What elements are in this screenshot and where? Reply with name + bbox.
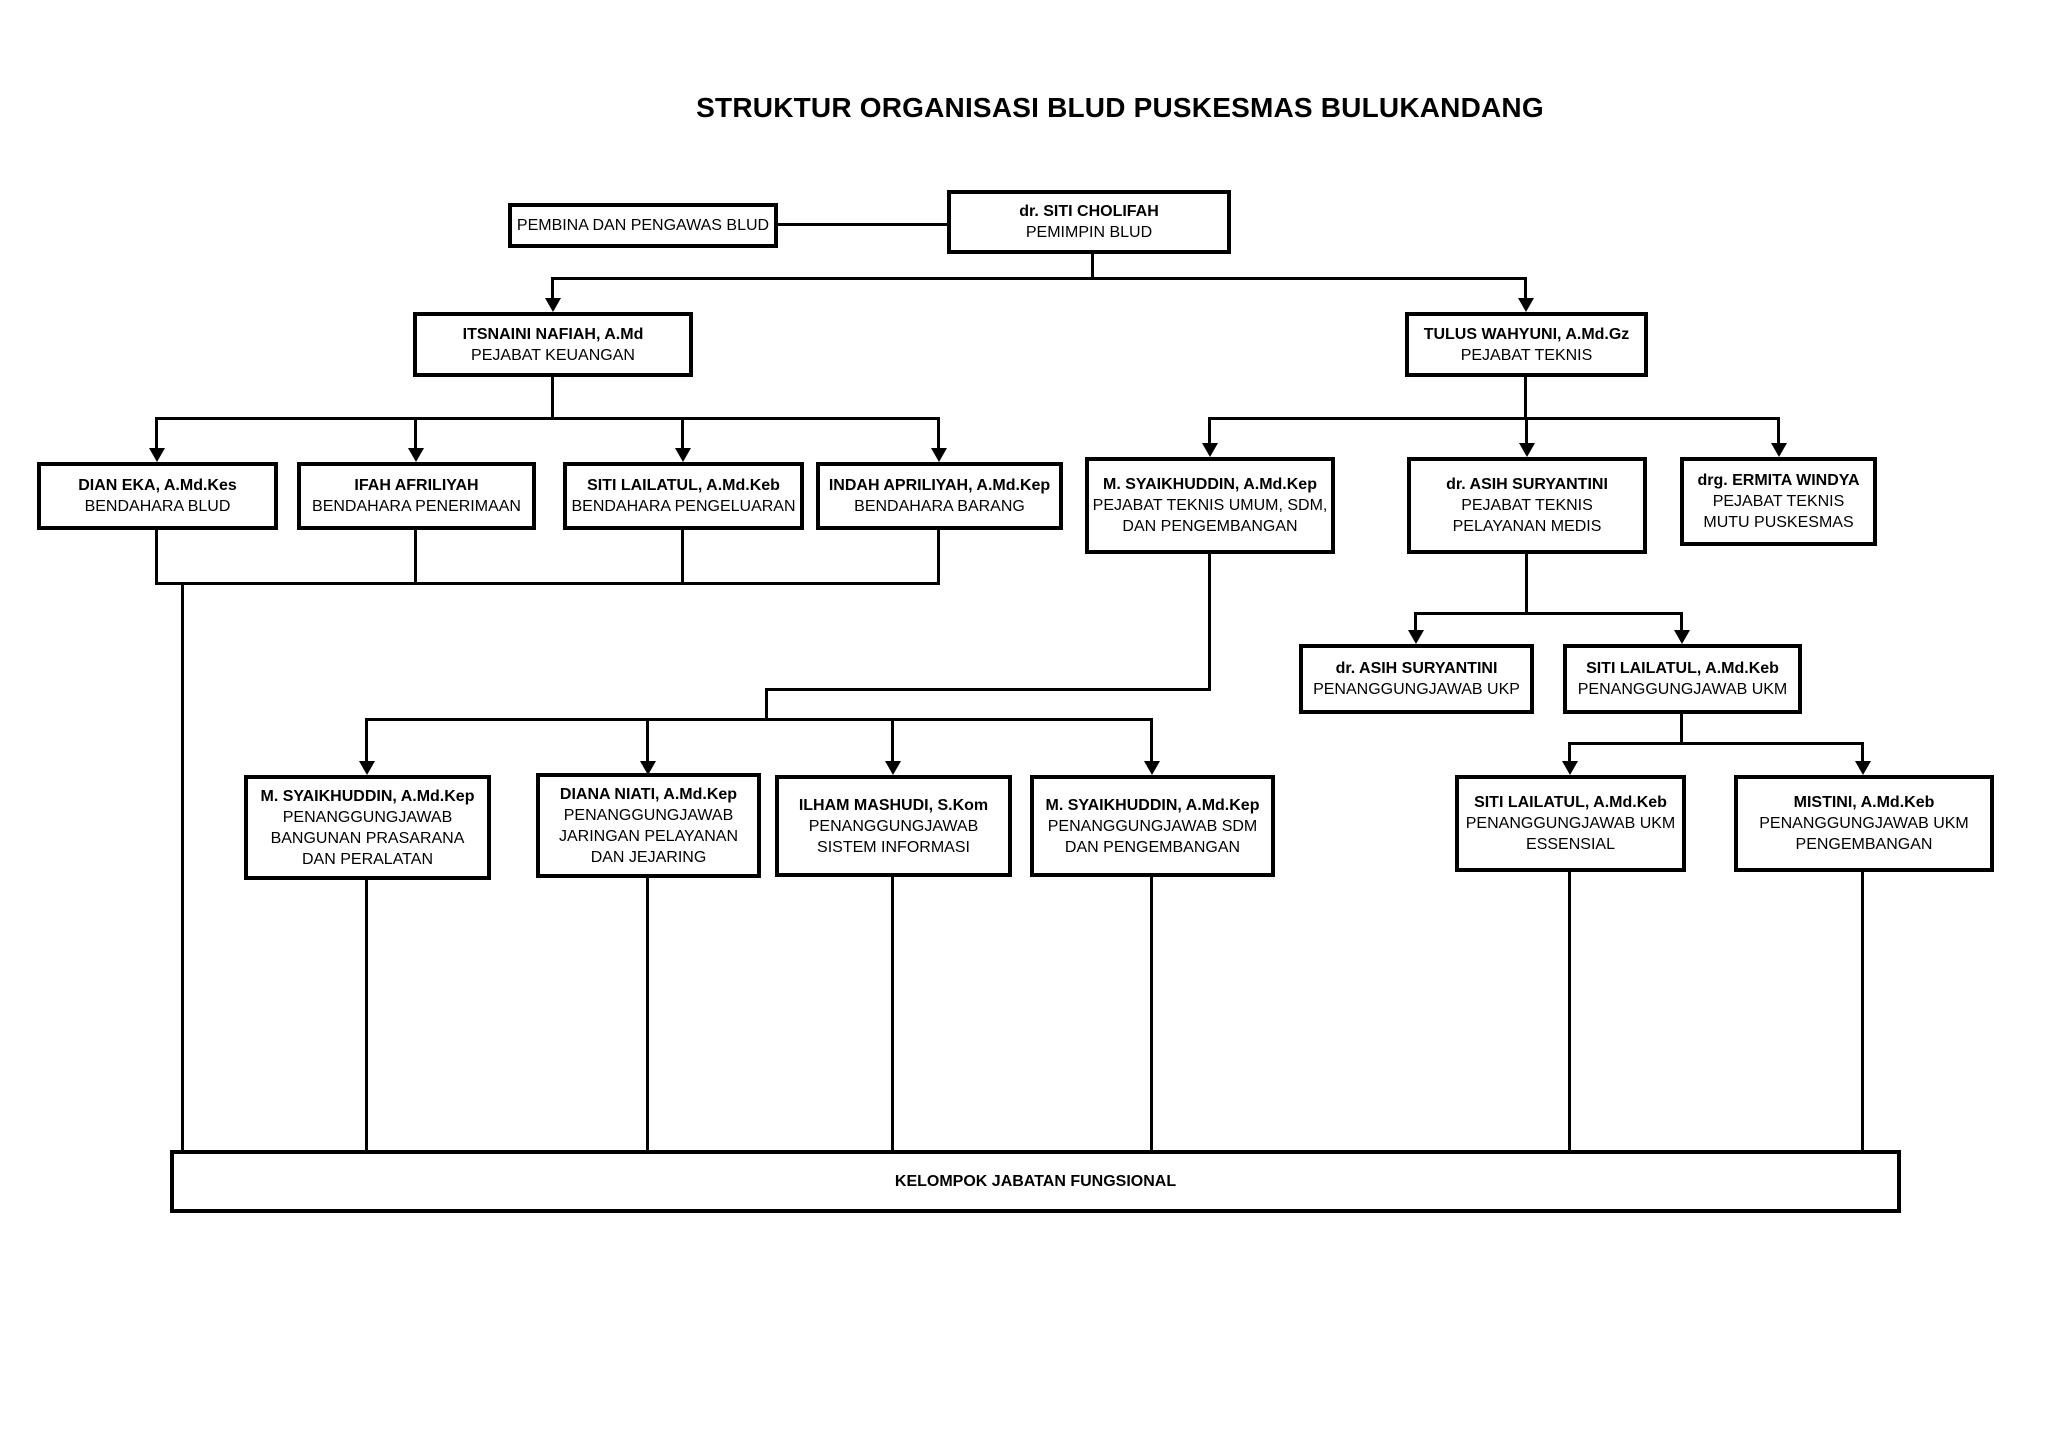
node-pejabat-teknis bbox=[1405, 312, 1648, 377]
connector-line bbox=[778, 223, 948, 226]
connector-line bbox=[1150, 718, 1153, 763]
node-role: PENANGGUNGJAWAB bbox=[282, 808, 453, 826]
connector-arrowhead bbox=[1771, 443, 1787, 457]
node-person-name: ILHAM MASHUDI, S.Kom bbox=[798, 796, 989, 814]
node-role: BENDAHARA BARANG bbox=[854, 498, 1025, 515]
connector-line bbox=[891, 718, 894, 763]
connector-line bbox=[1568, 742, 1864, 745]
connector-line bbox=[681, 417, 684, 450]
node-role: PEJABAT TEKNIS bbox=[1461, 497, 1593, 514]
node-pejabat-teknis-pelayanan-medis bbox=[1407, 457, 1647, 554]
node-role: PENANGGUNGJAWAB UKM bbox=[1577, 681, 1788, 698]
connector-arrowhead bbox=[1518, 298, 1534, 312]
node-role: DAN PERALATAN bbox=[302, 850, 433, 868]
connector-line bbox=[1568, 870, 1571, 1152]
node-role: PEJABAT TEKNIS UMUM, SDM, bbox=[1092, 497, 1328, 514]
node-pemimpin-blud bbox=[947, 190, 1231, 254]
node-kelompok-jabatan-fungsional bbox=[170, 1150, 1901, 1213]
connector-line bbox=[1414, 612, 1417, 632]
node-person-name: M. SYAIKHUDDIN, A.Md.Kep bbox=[1103, 476, 1317, 493]
node-role: BANGUNAN PRASARANA bbox=[270, 829, 465, 847]
connector-line bbox=[414, 529, 417, 585]
connector-line bbox=[1525, 553, 1528, 615]
connector-arrowhead bbox=[885, 761, 901, 775]
node-role: PENANGGUNGJAWAB bbox=[563, 806, 734, 824]
node-bendahara-blud bbox=[37, 462, 278, 530]
connector-arrowhead bbox=[1519, 443, 1535, 457]
node-person-name: dr. SITI CHOLIFAH bbox=[1019, 203, 1159, 220]
node-bendahara-penerimaan bbox=[297, 462, 536, 530]
node-role: SISTEM INFORMASI bbox=[817, 838, 970, 856]
node-role: PEJABAT TEKNIS bbox=[1712, 493, 1845, 510]
node-person-name: MISTINI, A.Md.Keb bbox=[1793, 794, 1935, 811]
node-role: PELAYANAN MEDIS bbox=[1452, 518, 1602, 535]
connector-line bbox=[365, 718, 1153, 721]
connector-arrowhead bbox=[1855, 761, 1871, 775]
connector-line bbox=[365, 718, 368, 763]
connector-arrowhead bbox=[149, 448, 165, 462]
connector-line bbox=[155, 582, 940, 585]
node-person-name: SITI LAILATUL, A.Md.Keb bbox=[1586, 660, 1779, 677]
connector-arrowhead bbox=[1562, 761, 1578, 775]
connector-line bbox=[891, 875, 894, 1152]
connector-line bbox=[646, 718, 649, 763]
node-bendahara-pengeluaran bbox=[563, 462, 804, 530]
connector-arrowhead bbox=[640, 761, 656, 775]
node-role: PENANGGUNGJAWAB bbox=[808, 817, 979, 835]
connector-arrowhead bbox=[1674, 630, 1690, 644]
connector-line bbox=[1208, 417, 1211, 445]
node-person-name: dr. ASIH SURYANTINI bbox=[1335, 660, 1498, 677]
node-role: BENDAHARA BLUD bbox=[84, 498, 231, 515]
node-role: DAN PENGEMBANGAN bbox=[1122, 518, 1298, 535]
node-person-name: drg. ERMITA WINDYA bbox=[1697, 472, 1860, 489]
connector-line bbox=[155, 417, 158, 450]
connector-arrowhead bbox=[931, 448, 947, 462]
connector-line bbox=[1680, 714, 1683, 745]
connector-line bbox=[681, 529, 684, 585]
node-person-name: DIAN EKA, A.Md.Kes bbox=[78, 477, 237, 494]
connector-line bbox=[1861, 742, 1864, 763]
node-role: PEJABAT KEUANGAN bbox=[471, 346, 635, 364]
connector-line bbox=[1568, 742, 1571, 763]
node-pj-ukm-pengembangan bbox=[1734, 775, 1994, 872]
connector-line bbox=[1861, 870, 1864, 1152]
connector-line bbox=[937, 529, 940, 585]
connector-arrowhead bbox=[545, 298, 561, 312]
connector-line bbox=[937, 417, 940, 450]
connector-line bbox=[414, 417, 417, 450]
node-penanggungjawab-ukp bbox=[1299, 644, 1534, 714]
connector-arrowhead bbox=[408, 448, 424, 462]
node-person-name: TULUS WAHYUNI, A.Md.Gz bbox=[1423, 325, 1630, 343]
connector-line bbox=[765, 688, 1211, 691]
node-role: PENGEMBANGAN bbox=[1795, 836, 1933, 853]
node-role: PENANGGUNGJAWAB SDM bbox=[1047, 817, 1258, 835]
connector-line bbox=[765, 688, 768, 721]
connector-arrowhead bbox=[675, 448, 691, 462]
node-pj-bangunan-prasarana-peralatan bbox=[244, 775, 491, 880]
node-role: PENANGGUNGJAWAB UKP bbox=[1313, 681, 1520, 698]
node-pj-sdm-pengembangan bbox=[1030, 775, 1275, 877]
node-role: JARINGAN PELAYANAN bbox=[558, 827, 738, 845]
connector-line bbox=[155, 529, 158, 585]
node-person-name: DIANA NIATI, A.Md.Kep bbox=[559, 785, 738, 803]
connector-arrowhead bbox=[1408, 630, 1424, 644]
node-person-name: M. SYAIKHUDDIN, A.Md.Kep bbox=[1045, 796, 1260, 814]
node-bendahara-barang bbox=[816, 462, 1063, 530]
connector-line bbox=[1150, 875, 1153, 1152]
node-pembina-dan-pengawas-blud bbox=[508, 203, 778, 248]
node-role: PEJABAT TEKNIS bbox=[1460, 346, 1593, 364]
connector-arrowhead bbox=[1144, 761, 1160, 775]
connector-line bbox=[155, 417, 940, 420]
node-role: BENDAHARA PENERIMAAN bbox=[312, 498, 521, 515]
node-person-name: dr. ASIH SURYANTINI bbox=[1446, 476, 1608, 493]
node-person-name: SITI LAILATUL, A.Md.Keb bbox=[587, 477, 780, 494]
connector-line bbox=[1777, 417, 1780, 445]
node-pj-sistem-informasi bbox=[775, 775, 1012, 877]
node-pejabat-teknis-umum-sdm bbox=[1085, 457, 1335, 554]
connector-line bbox=[181, 582, 184, 1152]
node-person-name: M. SYAIKHUDDIN, A.Md.Kep bbox=[260, 787, 475, 805]
node-label: PEMBINA DAN PENGAWAS BLUD bbox=[516, 217, 770, 234]
node-person-name: INDAH APRILIYAH, A.Md.Kep bbox=[828, 477, 1051, 494]
node-role: PEMIMPIN BLUD bbox=[1025, 224, 1153, 241]
connector-line bbox=[1091, 253, 1094, 279]
node-label: KELOMPOK JABATAN FUNGSIONAL bbox=[894, 1173, 1177, 1190]
node-role: ESSENSIAL bbox=[1526, 836, 1615, 853]
node-person-name: ITSNAINI NAFIAH, A.Md bbox=[462, 325, 644, 343]
connector-line bbox=[1208, 417, 1780, 420]
node-pj-jaringan-pelayanan-jejaring bbox=[536, 773, 761, 878]
connector-line bbox=[1524, 376, 1527, 420]
node-pejabat-keuangan bbox=[413, 312, 693, 377]
connector-line bbox=[365, 878, 368, 1152]
connector-line bbox=[1208, 553, 1211, 691]
connector-line bbox=[551, 277, 1527, 280]
node-role: DAN PENGEMBANGAN bbox=[1064, 838, 1241, 856]
connector-line bbox=[551, 376, 554, 420]
node-role: MUTU PUSKESMAS bbox=[1703, 514, 1854, 531]
connector-arrowhead bbox=[1202, 443, 1218, 457]
node-role: PENANGGUNGJAWAB UKM bbox=[1759, 815, 1969, 832]
connector-line bbox=[646, 876, 649, 1152]
node-person-name: IFAH AFRILIYAH bbox=[354, 477, 479, 494]
node-role: PENANGGUNGJAWAB UKM bbox=[1465, 815, 1676, 832]
page-title: STRUKTUR ORGANISASI BLUD PUSKESMAS BULUKANDANG bbox=[696, 92, 1544, 123]
connector-arrowhead bbox=[359, 761, 375, 775]
node-role: BENDAHARA PENGELUARAN bbox=[571, 498, 796, 515]
node-penanggungjawab-ukm bbox=[1563, 644, 1802, 714]
node-person-name: SITI LAILATUL, A.Md.Keb bbox=[1474, 794, 1667, 811]
node-pj-ukm-essensial bbox=[1455, 775, 1686, 872]
node-role: DAN JEJARING bbox=[590, 848, 707, 866]
connector-line bbox=[1414, 612, 1683, 615]
connector-line bbox=[1680, 612, 1683, 632]
node-pejabat-teknis-mutu-puskesmas bbox=[1680, 457, 1877, 546]
connector-line bbox=[1525, 417, 1528, 445]
